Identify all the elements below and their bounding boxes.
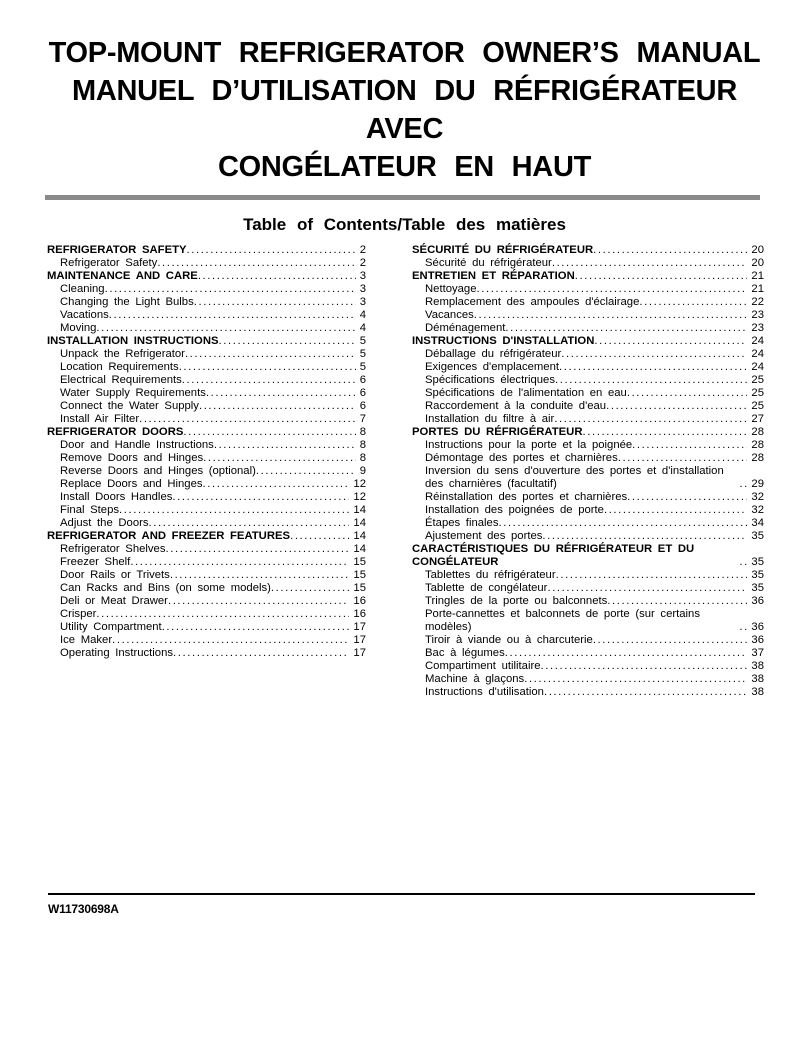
toc-entry-label: Water Supply Requirements — [60, 387, 206, 399]
toc-entry-label: PORTES DU RÉFRIGÉRATEUR — [412, 426, 583, 438]
toc-dot-leader — [194, 296, 356, 309]
toc-dot-leader — [627, 491, 747, 504]
toc-entry-page: 5 — [359, 361, 366, 373]
toc-entry-page: 21 — [751, 283, 764, 295]
toc-entry-page: 28 — [751, 452, 764, 464]
toc-section-entry — [412, 335, 764, 348]
toc-entry-label: ENTRETIEN ET RÉPARATION — [412, 270, 575, 282]
toc-entry-label: Bac à légumes — [425, 647, 505, 659]
title-divider — [45, 195, 760, 200]
toc-sub-entry — [412, 686, 764, 699]
toc-sub-entry — [412, 322, 764, 335]
toc-sub-entry — [47, 465, 366, 478]
toc-entry-label: Inversion du sens d'ouverture des portes et d'installation des charnières (facultatif) — [425, 465, 724, 490]
toc-entry-page: 6 — [359, 374, 366, 386]
toc-sub-entry — [47, 478, 366, 491]
toc-entry-page: 25 — [751, 374, 764, 386]
toc-sub-entry — [412, 647, 764, 660]
toc-entry-label: Installation des poignées de porte — [425, 504, 604, 516]
toc-dot-leader — [498, 517, 747, 530]
toc-dot-leader — [627, 387, 748, 400]
toc-dot-leader — [739, 621, 747, 634]
toc-dot-leader — [214, 439, 356, 452]
toc-entry-label: REFRIGERATOR SAFETY — [47, 244, 187, 256]
toc-entry-page: 14 — [353, 517, 366, 529]
toc-dot-leader — [203, 452, 356, 465]
toc-dot-leader — [168, 595, 349, 608]
toc-dot-leader — [505, 647, 748, 660]
toc-dot-leader — [198, 270, 356, 283]
toc-dot-leader — [542, 530, 747, 543]
toc-entry-label: Freezer Shelf — [60, 556, 131, 568]
toc-entry-page: 14 — [353, 504, 366, 516]
toc-entry-page: 16 — [353, 595, 366, 607]
toc-entry-page: 3 — [359, 296, 366, 308]
toc-entry-page: 35 — [751, 582, 764, 594]
toc-section-entry — [412, 244, 764, 257]
toc-entry-page: 35 — [751, 569, 764, 581]
toc-entry-page: 4 — [359, 309, 366, 321]
toc-dot-leader — [203, 478, 350, 491]
toc-entry-label: Changing the Light Bulbs — [60, 296, 194, 308]
toc-dot-leader — [130, 556, 349, 569]
toc-dot-leader — [206, 387, 356, 400]
toc-dot-leader — [554, 413, 747, 426]
toc-dot-leader — [594, 335, 747, 348]
toc-entry-label: Raccordement à la conduite d'eau — [425, 400, 607, 412]
toc-sub-entry — [412, 283, 764, 296]
toc-sub-entry — [412, 400, 764, 413]
toc-entry-label: Final Steps — [60, 504, 120, 516]
toc-sub-entry — [412, 608, 764, 634]
toc-entry-page: 25 — [751, 400, 764, 412]
toc-dot-leader — [185, 348, 356, 361]
toc-sub-entry — [47, 543, 366, 556]
toc-dot-leader — [290, 530, 349, 543]
toc-dot-leader — [524, 673, 747, 686]
toc-sub-entry — [47, 517, 366, 530]
toc-sub-entry — [47, 582, 366, 595]
toc-entry-page: 22 — [751, 296, 764, 308]
toc-entry-label: Spécifications électriques — [425, 374, 555, 386]
toc-entry-page: 17 — [353, 634, 366, 646]
toc-dot-leader — [477, 283, 748, 296]
toc-sub-entry — [47, 504, 366, 517]
toc-entry-label: Tablettes du réfrigérateur — [425, 569, 556, 581]
toc-sub-entry — [47, 322, 366, 335]
toc-sub-entry — [47, 608, 366, 621]
toc-entry-page: 15 — [353, 569, 366, 581]
toc-dot-leader — [187, 244, 356, 257]
toc-entry-page: 6 — [359, 387, 366, 399]
toc-dot-leader — [139, 413, 356, 426]
toc-section-entry — [47, 244, 366, 257]
title-line-french-2: CONGÉLATEUR EN HAUT — [217, 151, 592, 183]
toc-sub-entry — [412, 569, 764, 582]
toc-sub-entry — [47, 621, 366, 634]
toc-sub-entry — [412, 439, 764, 452]
toc-entry-label: Réinstallation des portes et charnières — [425, 491, 628, 503]
toc-sub-entry — [412, 673, 764, 686]
toc-dot-leader — [739, 556, 747, 569]
title-line-french-1: MANUEL D’UTILISATION DU RÉFRIGÉRATEUR AVEC — [72, 75, 737, 145]
toc-entry-page: 24 — [751, 335, 764, 347]
toc-dot-leader — [618, 452, 748, 465]
toc-entry-label: Vacances — [425, 309, 474, 321]
toc-sub-entry — [47, 595, 366, 608]
toc-entry-label: Can Racks and Bins (on some models) — [60, 582, 271, 594]
toc-entry-page: 12 — [353, 478, 366, 490]
toc-entry-label: Instructions d'utilisation — [425, 686, 544, 698]
toc-dot-leader — [559, 361, 747, 374]
toc-entry-label: Reverse Doors and Hinges (optional) — [60, 465, 256, 477]
toc-sub-entry — [47, 569, 366, 582]
toc-entry-label: Door and Handle Instructions — [60, 439, 214, 451]
toc-dot-leader — [157, 257, 355, 270]
toc-entry-label: Ajustement des portes — [425, 530, 543, 542]
toc-sub-entry — [47, 439, 366, 452]
toc-entry-label: Unpack the Refrigerator — [60, 348, 185, 360]
page-title — [47, 34, 762, 186]
toc-sub-entry — [47, 387, 366, 400]
toc-dot-leader — [219, 335, 356, 348]
toc-entry-label: REFRIGERATOR AND FREEZER FEATURES — [47, 530, 291, 542]
toc-sub-entry — [412, 660, 764, 673]
toc-sub-entry — [47, 374, 366, 387]
toc-entry-page: 17 — [353, 621, 366, 633]
toc-dot-leader — [105, 283, 356, 296]
toc-dot-leader — [604, 504, 747, 517]
toc-entry-page: 2 — [359, 244, 366, 256]
toc-entry-page: 20 — [751, 244, 764, 256]
toc-sub-entry — [412, 465, 764, 491]
toc-entry-label: Tablette de congélateur — [425, 582, 548, 594]
toc-entry-page: 8 — [359, 426, 366, 438]
toc-entry-page: 36 — [751, 595, 764, 607]
toc-sub-entry — [47, 283, 366, 296]
toc-entry-label: Déballage du réfrigérateur — [425, 348, 562, 360]
toc-entry-page: 3 — [359, 270, 366, 282]
toc-dot-leader — [170, 569, 350, 582]
toc-entry-label: REFRIGERATOR DOORS — [47, 426, 184, 438]
toc-sub-entry — [412, 374, 764, 387]
toc-dot-leader — [271, 582, 350, 595]
toc-dot-leader — [173, 647, 349, 660]
toc-sub-entry — [47, 491, 366, 504]
toc-entry-page: 25 — [751, 387, 764, 399]
toc-dot-leader — [179, 361, 356, 374]
toc-dot-leader — [555, 374, 747, 387]
toc-entry-label: Refrigerator Shelves — [60, 543, 166, 555]
toc-entry-page: 9 — [359, 465, 366, 477]
toc-sub-entry — [412, 491, 764, 504]
toc-entry-label: Electrical Requirements — [60, 374, 182, 386]
toc-entry-page: 3 — [359, 283, 366, 295]
toc-section-entry — [412, 270, 764, 283]
toc-dot-leader — [544, 686, 747, 699]
toc-dot-leader — [199, 400, 356, 413]
toc-entry-page: 38 — [751, 686, 764, 698]
toc-entry-page: 14 — [353, 530, 366, 542]
toc-entry-label: Moving — [60, 322, 97, 334]
toc-sub-entry — [412, 296, 764, 309]
title-line-english: TOP-MOUNT REFRIGERATOR OWNER’S MANUAL — [48, 37, 761, 69]
toc-entry-page: 38 — [751, 673, 764, 685]
toc-sub-entry — [47, 413, 366, 426]
toc-entry-label: Sécurité du réfrigérateur — [425, 257, 552, 269]
toc-entry-label: Install Air Filter — [60, 413, 140, 425]
toc-sub-entry — [47, 309, 366, 322]
toc-sub-entry — [412, 452, 764, 465]
toc-entry-label: Exigences d'emplacement — [425, 361, 560, 373]
toc-entry-label: Déménagement — [425, 322, 506, 334]
toc-dot-leader — [607, 595, 747, 608]
toc-entry-page: 24 — [751, 348, 764, 360]
toc-sub-entry — [47, 634, 366, 647]
toc-entry-page: 5 — [359, 348, 366, 360]
toc-entry-label: CARACTÉRISTIQUES DU RÉFRIGÉRATEUR ET DU CONGÉLATEUR — [412, 543, 695, 568]
toc-entry-label: Installation du filtre à air — [425, 413, 555, 425]
toc-entry-label: Étapes finales — [425, 517, 499, 529]
toc-entry-label: Tiroir à viande ou à charcuterie — [425, 634, 593, 646]
toc-entry-label: Démontage des portes et charnières — [425, 452, 618, 464]
document-number: W11730698A — [48, 902, 119, 916]
toc-entry-label: Refrigerator Safety — [60, 257, 158, 269]
toc-dot-leader — [119, 504, 349, 517]
toc-dot-leader — [256, 465, 356, 478]
toc-sub-entry — [47, 452, 366, 465]
toc-entry-page: 36 — [751, 621, 764, 633]
toc-column-english — [47, 244, 366, 699]
toc-entry-label: Location Requirements — [60, 361, 179, 373]
toc-dot-leader — [552, 257, 748, 270]
toc-dot-leader — [96, 322, 355, 335]
toc-entry-label: INSTALLATION INSTRUCTIONS — [47, 335, 219, 347]
toc-columns — [47, 244, 762, 699]
toc-entry-label: Replace Doors and Hinges — [60, 478, 203, 490]
toc-entry-page: 17 — [353, 647, 366, 659]
toc-sub-entry — [412, 582, 764, 595]
toc-entry-label: Cleaning — [60, 283, 105, 295]
toc-entry-label: Nettoyage — [425, 283, 477, 295]
toc-sub-entry — [412, 348, 764, 361]
toc-sub-entry — [412, 387, 764, 400]
toc-heading: Table of Contents/Table des matières — [243, 215, 566, 234]
toc-entry-page: 21 — [751, 270, 764, 282]
toc-entry-label: Operating Instructions — [60, 647, 174, 659]
toc-entry-page: 28 — [751, 439, 764, 451]
toc-entry-page: 23 — [751, 322, 764, 334]
toc-entry-page: 23 — [751, 309, 764, 321]
toc-entry-page: 20 — [751, 257, 764, 269]
toc-entry-page: 14 — [353, 543, 366, 555]
toc-entry-page: 15 — [353, 582, 366, 594]
toc-dot-leader — [172, 491, 349, 504]
toc-dot-leader — [109, 309, 356, 322]
toc-dot-leader — [739, 478, 747, 491]
toc-entry-page: 36 — [751, 634, 764, 646]
toc-entry-label: Remplacement des ampoules d'éclairage — [425, 296, 640, 308]
toc-sub-entry — [412, 517, 764, 530]
toc-entry-page: 16 — [353, 608, 366, 620]
toc-entry-page: 24 — [751, 361, 764, 373]
toc-entry-page: 8 — [359, 439, 366, 451]
toc-dot-leader — [96, 608, 349, 621]
toc-entry-page: 32 — [751, 491, 764, 503]
toc-sub-entry — [412, 504, 764, 517]
toc-entry-label: MAINTENANCE AND CARE — [47, 270, 198, 282]
toc-entry-page: 2 — [359, 257, 366, 269]
toc-entry-page: 5 — [359, 335, 366, 347]
toc-entry-label: Machine à glaçons — [425, 673, 525, 685]
toc-entry-page: 35 — [751, 556, 764, 568]
toc-dot-leader — [547, 582, 747, 595]
toc-dot-leader — [583, 426, 748, 439]
toc-sub-entry — [47, 361, 366, 374]
toc-sub-entry — [412, 361, 764, 374]
toc-entry-label: Spécifications de l'alimentation en eau — [425, 387, 627, 399]
toc-sub-entry — [47, 400, 366, 413]
toc-dot-leader — [165, 543, 349, 556]
toc-section-entry — [47, 426, 366, 439]
toc-dot-leader — [639, 296, 747, 309]
toc-entry-label: Compartiment utilitaire — [425, 660, 541, 672]
toc-entry-page: 34 — [751, 517, 764, 529]
toc-dot-leader — [561, 348, 747, 361]
toc-entry-page: 35 — [751, 530, 764, 542]
toc-entry-page: 38 — [751, 660, 764, 672]
toc-entry-label: Utility Compartment — [60, 621, 162, 633]
toc-column-french — [412, 244, 764, 699]
toc-entry-label: Door Rails or Trivets — [60, 569, 170, 581]
toc-dot-leader — [632, 439, 747, 452]
toc-entry-label: Instructions pour la porte et la poignée — [425, 439, 633, 451]
toc-entry-page: 7 — [359, 413, 366, 425]
toc-dot-leader — [112, 634, 349, 647]
toc-entry-page: 12 — [353, 491, 366, 503]
toc-sub-entry — [47, 556, 366, 569]
toc-section-entry — [47, 335, 366, 348]
toc-sub-entry — [47, 296, 366, 309]
toc-dot-leader — [606, 400, 747, 413]
toc-entry-page: 28 — [751, 426, 764, 438]
toc-dot-leader — [575, 270, 748, 283]
toc-sub-entry — [412, 413, 764, 426]
toc-entry-label: Connect the Water Supply — [60, 400, 199, 412]
toc-entry-label: Install Doors Handles — [60, 491, 173, 503]
toc-sub-entry — [47, 257, 366, 270]
toc-dot-leader — [541, 660, 748, 673]
toc-dot-leader — [162, 621, 350, 634]
toc-dot-leader — [593, 244, 747, 257]
toc-dot-leader — [505, 322, 747, 335]
toc-sub-entry — [47, 647, 366, 660]
toc-entry-label: Tringles de la porte ou balconnets — [425, 595, 608, 607]
toc-entry-label: SÉCURITÉ DU RÉFRIGÉRATEUR — [412, 244, 594, 256]
toc-sub-entry — [47, 348, 366, 361]
page-footer — [48, 893, 755, 916]
toc-dot-leader — [183, 426, 355, 439]
footer-divider — [48, 893, 755, 895]
toc-sub-entry — [412, 257, 764, 270]
toc-sub-entry — [412, 634, 764, 647]
toc-dot-leader — [593, 634, 748, 647]
toc-entry-label: Remove Doors and Hinges — [60, 452, 204, 464]
toc-entry-page: 4 — [359, 322, 366, 334]
toc-dot-leader — [182, 374, 356, 387]
toc-entry-label: Ice Maker — [60, 634, 113, 646]
toc-entry-label: Porte-cannettes et balconnets de porte (sur certains modèles) — [425, 608, 700, 633]
toc-entry-page: 27 — [751, 413, 764, 425]
toc-entry-page: 29 — [751, 478, 764, 490]
toc-sub-entry — [412, 530, 764, 543]
toc-entry-label: Adjust the Doors — [60, 517, 149, 529]
toc-section-entry — [412, 543, 764, 569]
toc-entry-page: 6 — [359, 400, 366, 412]
toc-entry-page: 8 — [359, 452, 366, 464]
toc-entry-page: 15 — [353, 556, 366, 568]
toc-entry-label: Crisper — [60, 608, 97, 620]
toc-section-entry — [47, 270, 366, 283]
toc-dot-leader — [556, 569, 748, 582]
toc-sub-entry — [412, 309, 764, 322]
toc-section-entry — [47, 530, 366, 543]
toc-dot-leader — [474, 309, 748, 322]
toc-entry-label: Deli or Meat Drawer — [60, 595, 168, 607]
toc-entry-page: 37 — [751, 647, 764, 659]
toc-section-entry — [412, 426, 764, 439]
toc-entry-label: INSTRUCTIONS D'INSTALLATION — [412, 335, 595, 347]
toc-dot-leader — [149, 517, 350, 530]
toc-sub-entry — [412, 595, 764, 608]
toc-entry-label: Vacations — [60, 309, 109, 321]
toc-entry-page: 32 — [751, 504, 764, 516]
